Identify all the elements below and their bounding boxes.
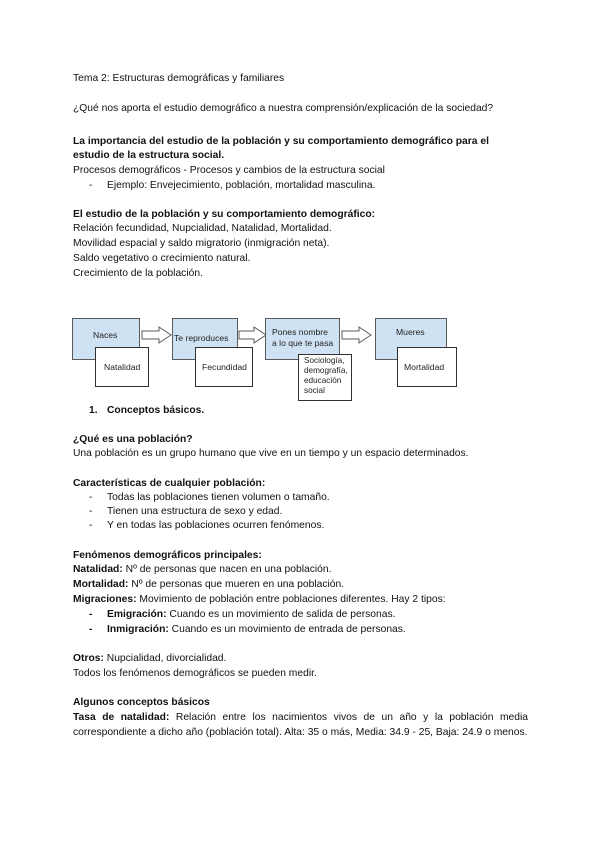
term-label: Mortalidad: (73, 579, 129, 590)
right-arrow-icon (141, 326, 173, 344)
intro-question: ¿Qué nos aporta el estudio demográfico a nuestra comprensión/explicación de la sociedad? (73, 103, 494, 114)
section1-heading-line2: estudio de la estructura social. (73, 150, 225, 161)
diagram-box-label: Naces (93, 330, 118, 340)
diagram-box-label: Mueres (396, 327, 425, 337)
diagram-box-label: Natalidad (104, 362, 141, 372)
otros-medir-line: Todos los fenómenos demográficos se pueden medir. (73, 668, 317, 679)
natalidad-definition (73, 563, 332, 577)
bullet-dash: - (89, 609, 93, 620)
section2-line: Crecimiento de la población. (73, 268, 203, 279)
diagram-box-label: Pones nombre a lo que te pasa (272, 327, 334, 348)
term-text: Cuando es un movimiento de salida de personas. (166, 609, 396, 620)
section1-heading-line1: La importancia del estudio de la población y su comportamiento demográfico para el (73, 136, 489, 147)
list-item (89, 179, 375, 193)
list-item (89, 519, 324, 533)
diagram-box-mortalidad (397, 347, 457, 387)
numbered-heading (89, 404, 204, 418)
poblacion-text: Una población es un grupo humano que vive en un tiempo y un espacio determinados. (73, 448, 469, 459)
term-label: Inmigración: (107, 624, 169, 635)
caracteristicas-heading: Características de cualquier población: (73, 478, 266, 489)
term-text: Nº de personas que nacen en una población. (122, 564, 332, 575)
section1-text: Procesos demográficos - Procesos y cambios de la estructura social (73, 165, 385, 176)
term-text: Movimiento de población entre poblaciones diferentes. Hay 2 tipos: (136, 594, 446, 605)
poblacion-heading: ¿Qué es una población? (73, 434, 193, 445)
bullet-dash: - (89, 180, 93, 191)
diagram-box-label: Sociología, demografía, educación social (304, 356, 348, 395)
conceptos-heading: Algunos conceptos básicos (73, 697, 210, 708)
numbered-heading-text: Conceptos básicos. (107, 405, 205, 416)
otros-line (73, 652, 226, 666)
section2-line: Movilidad espacial y saldo migratorio (inmigración neta). (73, 238, 330, 249)
fenomenos-heading: Fenómenos demográficos principales: (73, 550, 262, 561)
right-arrow-icon (341, 326, 373, 344)
term-text: Nº de personas que mueren en una población. (128, 579, 345, 590)
section2-line: Relación fecundidad, Nupcialidad, Natalidad, Mortalidad. (73, 223, 332, 234)
list-item (89, 491, 330, 505)
document-title: Tema 2: Estructuras demográficas y familiares (73, 73, 285, 84)
term-text: Relación entre los nacimientos vivos de un año y la población media correspondiente a dicho año (población total). Alta: 35 o más, Media: 34.9 - 25, Baja: 24.9 o menos. (73, 712, 528, 738)
diagram-box-sociologia (298, 354, 352, 401)
bullet-dash: - (89, 492, 93, 503)
list-item (89, 505, 282, 519)
diagram-box-label: Mortalidad (404, 362, 445, 372)
list-item (89, 623, 406, 637)
list-item-text: Tienen una estructura de sexo y edad. (107, 506, 283, 517)
term-label: Natalidad: (73, 564, 123, 575)
section2-line: Saldo vegetativo o crecimiento natural. (73, 253, 251, 264)
list-item (89, 608, 395, 622)
diagram-box-label: Fecundidad (202, 362, 247, 372)
term-text: Cuando es un movimiento de entrada de personas. (168, 624, 406, 635)
term-label: Migraciones: (73, 594, 137, 605)
list-item-text: Todas las poblaciones tienen volumen o tamaño. (107, 492, 330, 503)
bullet-dash: - (89, 520, 93, 531)
term-label: Tasa de natalidad: (73, 712, 170, 723)
tasa-natalidad-paragraph (73, 710, 528, 740)
diagram-box-fecundidad (195, 347, 253, 387)
mortalidad-definition (73, 578, 344, 592)
right-arrow-icon (238, 326, 268, 344)
section2-heading: El estudio de la población y su comportamiento demográfico: (73, 209, 376, 220)
bullet-dash: - (89, 506, 93, 517)
list-item-text: Ejemplo: Envejecimiento, población, mortalidad masculina. (107, 180, 376, 191)
migraciones-definition (73, 593, 446, 607)
term-label: Otros: (73, 653, 104, 664)
diagram-box-label: Te reproduces (174, 333, 229, 343)
list-number: 1. (89, 405, 98, 416)
term-label: Emigración: (107, 609, 167, 620)
term-text: Nupcialidad, divorcialidad. (103, 653, 227, 664)
diagram-box-natalidad (95, 347, 149, 387)
list-item-text: Y en todas las poblaciones ocurren fenómenos. (107, 520, 325, 531)
bullet-dash: - (89, 624, 93, 635)
